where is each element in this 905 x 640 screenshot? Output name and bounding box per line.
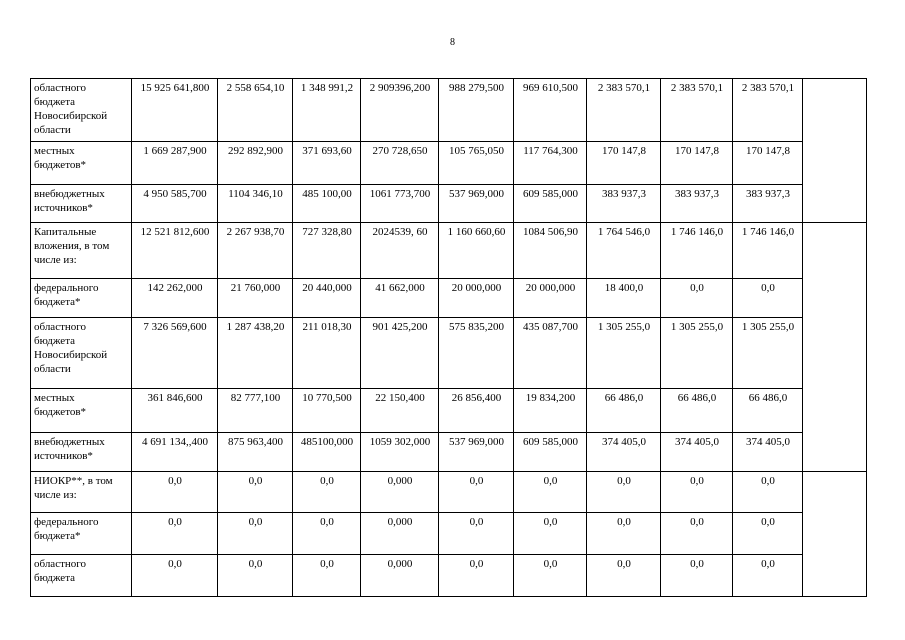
value-cell: 21 760,000 [218, 279, 293, 318]
row-label: местных бюджетов* [31, 142, 132, 185]
value-cell: 0,0 [587, 513, 661, 555]
value-cell: 609 585,000 [514, 433, 587, 472]
value-cell: 4 691 134,,400 [132, 433, 218, 472]
value-cell: 7 326 569,600 [132, 318, 218, 389]
value-cell: 575 835,200 [439, 318, 514, 389]
value-cell: 383 937,3 [661, 185, 733, 223]
value-cell: 0,0 [661, 279, 733, 318]
value-cell: 435 087,700 [514, 318, 587, 389]
value-cell: 485 100,00 [293, 185, 361, 223]
value-cell: 0,0 [218, 472, 293, 513]
value-cell: 4 950 585,700 [132, 185, 218, 223]
value-cell: 170 147,8 [661, 142, 733, 185]
value-cell: 18 400,0 [587, 279, 661, 318]
row-label: областного бюджета Новосибирской области [31, 318, 132, 389]
value-cell: 22 150,400 [361, 389, 439, 433]
row-label: областного бюджета [31, 555, 132, 597]
budget-table [30, 78, 867, 597]
value-cell: 2 383 570,1 [587, 79, 661, 142]
value-cell: 0,0 [132, 513, 218, 555]
value-cell: 374 405,0 [661, 433, 733, 472]
value-cell: 1 287 438,20 [218, 318, 293, 389]
table-body [31, 79, 867, 597]
value-cell: 20 000,000 [439, 279, 514, 318]
value-cell: 1 746 146,0 [661, 223, 733, 279]
value-cell: 875 963,400 [218, 433, 293, 472]
value-cell: 26 856,400 [439, 389, 514, 433]
empty-cell [803, 79, 867, 142]
row-label: федерального бюджета* [31, 279, 132, 318]
value-cell: 0,0 [132, 555, 218, 597]
row-label: внебюджетных источников* [31, 185, 132, 223]
value-cell: 2 909396,200 [361, 79, 439, 142]
value-cell: 1084 506,90 [514, 223, 587, 279]
value-cell: 537 969,000 [439, 433, 514, 472]
empty-cell [803, 513, 867, 555]
value-cell: 727 328,80 [293, 223, 361, 279]
value-cell: 1 305 255,0 [587, 318, 661, 389]
value-cell: 0,0 [218, 555, 293, 597]
value-cell: 0,0 [661, 555, 733, 597]
table-row [31, 433, 867, 472]
value-cell: 969 610,500 [514, 79, 587, 142]
value-cell: 10 770,500 [293, 389, 361, 433]
empty-cell [803, 142, 867, 185]
value-cell: 19 834,200 [514, 389, 587, 433]
empty-cell [803, 472, 867, 513]
row-label: Капитальные вложения, в том числе из: [31, 223, 132, 279]
value-cell: 66 486,0 [733, 389, 803, 433]
value-cell: 0,000 [361, 555, 439, 597]
value-cell: 15 925 641,800 [132, 79, 218, 142]
value-cell: 211 018,30 [293, 318, 361, 389]
value-cell: 142 262,000 [132, 279, 218, 318]
value-cell: 170 147,8 [733, 142, 803, 185]
value-cell: 1061 773,700 [361, 185, 439, 223]
empty-cell [803, 279, 867, 318]
value-cell: 0,0 [514, 472, 587, 513]
row-label: областного бюджета Новосибирской области [31, 79, 132, 142]
value-cell: 117 764,300 [514, 142, 587, 185]
value-cell: 1 746 146,0 [733, 223, 803, 279]
value-cell: 20 440,000 [293, 279, 361, 318]
value-cell: 292 892,900 [218, 142, 293, 185]
value-cell: 383 937,3 [587, 185, 661, 223]
value-cell: 0,0 [587, 555, 661, 597]
value-cell: 1 764 546,0 [587, 223, 661, 279]
empty-cell [803, 433, 867, 472]
value-cell: 485100,000 [293, 433, 361, 472]
value-cell: 374 405,0 [587, 433, 661, 472]
value-cell: 2024539, 60 [361, 223, 439, 279]
value-cell: 82 777,100 [218, 389, 293, 433]
value-cell: 988 279,500 [439, 79, 514, 142]
value-cell: 66 486,0 [587, 389, 661, 433]
value-cell: 0,0 [661, 513, 733, 555]
value-cell: 2 383 570,1 [661, 79, 733, 142]
empty-cell [803, 318, 867, 389]
page-number: 8 [450, 37, 455, 48]
value-cell: 1 305 255,0 [733, 318, 803, 389]
empty-cell [803, 185, 867, 223]
value-cell: 2 267 938,70 [218, 223, 293, 279]
empty-cell [803, 223, 867, 279]
table-row [31, 318, 867, 389]
value-cell: 0,0 [733, 513, 803, 555]
value-cell: 0,0 [661, 472, 733, 513]
value-cell: 1104 346,10 [218, 185, 293, 223]
value-cell: 0,0 [733, 472, 803, 513]
value-cell: 0,0 [733, 279, 803, 318]
value-cell: 361 846,600 [132, 389, 218, 433]
value-cell: 0,0 [514, 513, 587, 555]
value-cell: 1 669 287,900 [132, 142, 218, 185]
value-cell: 0,0 [587, 472, 661, 513]
value-cell: 1059 302,000 [361, 433, 439, 472]
value-cell: 537 969,000 [439, 185, 514, 223]
row-label: федерального бюджета* [31, 513, 132, 555]
table-row [31, 142, 867, 185]
table-row [31, 555, 867, 597]
row-label: НИОКР**, в том числе из: [31, 472, 132, 513]
table-row [31, 513, 867, 555]
value-cell: 1 160 660,60 [439, 223, 514, 279]
value-cell: 20 000,000 [514, 279, 587, 318]
value-cell: 0,0 [218, 513, 293, 555]
value-cell: 609 585,000 [514, 185, 587, 223]
value-cell: 374 405,0 [733, 433, 803, 472]
value-cell: 0,0 [293, 513, 361, 555]
value-cell: 383 937,3 [733, 185, 803, 223]
value-cell: 66 486,0 [661, 389, 733, 433]
value-cell: 105 765,050 [439, 142, 514, 185]
value-cell: 170 147,8 [587, 142, 661, 185]
empty-cell [803, 389, 867, 433]
value-cell: 0,0 [514, 555, 587, 597]
value-cell: 0,0 [439, 555, 514, 597]
value-cell: 371 693,60 [293, 142, 361, 185]
table-row [31, 472, 867, 513]
table-row [31, 185, 867, 223]
value-cell: 0,0 [439, 472, 514, 513]
value-cell: 0,0 [733, 555, 803, 597]
value-cell: 0,0 [293, 555, 361, 597]
value-cell: 0,0 [132, 472, 218, 513]
value-cell: 0,0 [439, 513, 514, 555]
value-cell: 0,000 [361, 472, 439, 513]
value-cell: 12 521 812,600 [132, 223, 218, 279]
value-cell: 0,000 [361, 513, 439, 555]
table-row [31, 79, 867, 142]
table-row [31, 223, 867, 279]
row-label: местных бюджетов* [31, 389, 132, 433]
table-row [31, 389, 867, 433]
value-cell: 270 728,650 [361, 142, 439, 185]
value-cell: 0,0 [293, 472, 361, 513]
table-row [31, 279, 867, 318]
value-cell: 2 558 654,10 [218, 79, 293, 142]
row-label: внебюджетных источников* [31, 433, 132, 472]
value-cell: 1 305 255,0 [661, 318, 733, 389]
value-cell: 2 383 570,1 [733, 79, 803, 142]
value-cell: 1 348 991,2 [293, 79, 361, 142]
value-cell: 41 662,000 [361, 279, 439, 318]
value-cell: 901 425,200 [361, 318, 439, 389]
empty-cell [803, 555, 867, 597]
